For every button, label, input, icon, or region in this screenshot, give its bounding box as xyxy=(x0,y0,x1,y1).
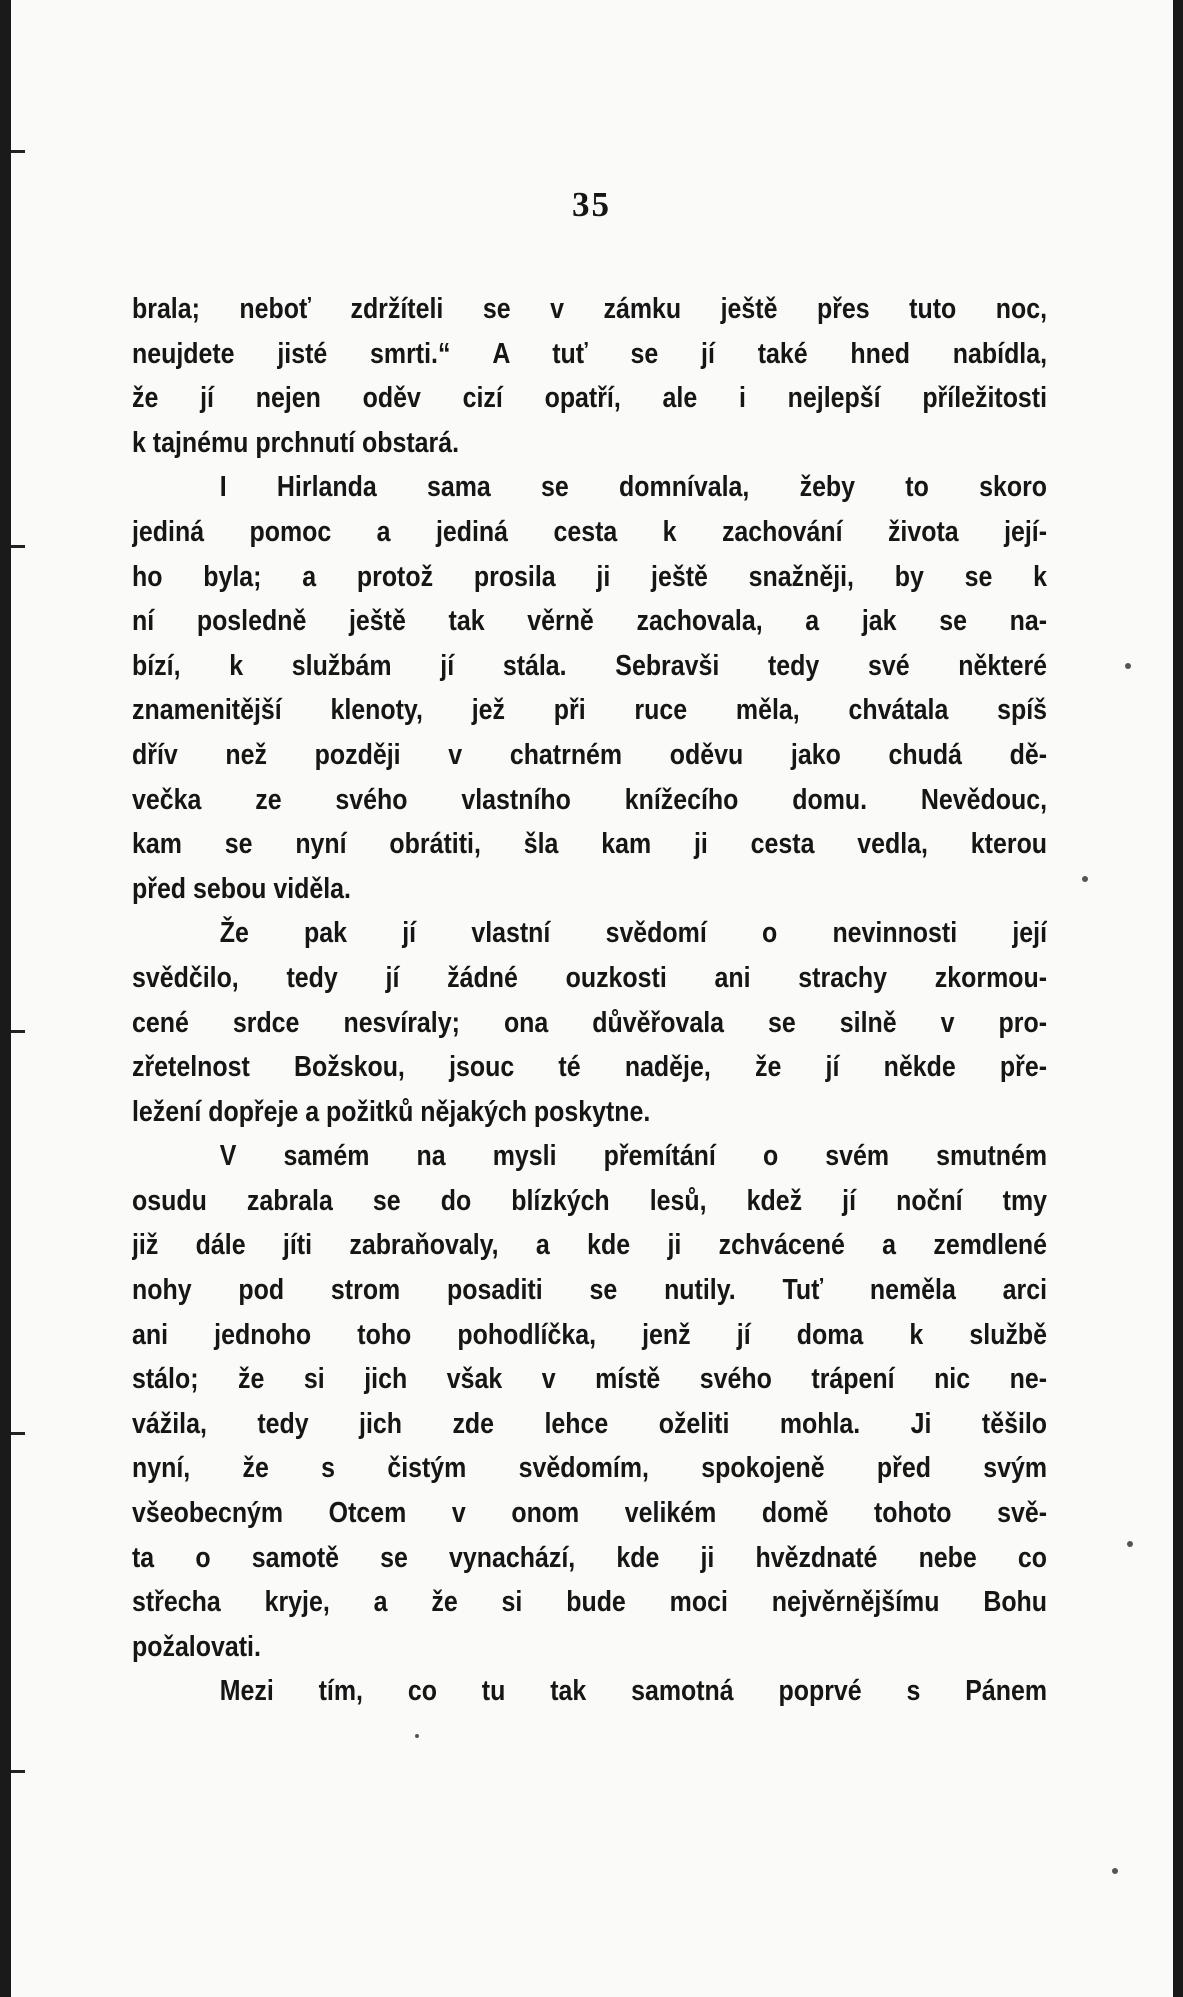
text-line: že jí nejen oděv cizí opatří, ale i nejlepší příležitosti xyxy=(132,382,1048,415)
text-line: dřív než později v chatrném oděvu jako chudá dě- xyxy=(132,738,1048,771)
text-line: I Hirlanda sama se domnívala, žeby to skoro xyxy=(219,471,1048,504)
text-line: stálo; že si jich však v místě svého trápení nic ne- xyxy=(132,1363,1048,1396)
text-line: neujdete jisté smrti.“ A tuť se jí také hned nabídla, xyxy=(132,337,1048,370)
text-line: již dále jíti zabraňovaly, a kde ji zchvácené a zemdlené xyxy=(132,1229,1048,1262)
margin-mark xyxy=(11,1770,25,1773)
text-line: vážila, tedy jich zde lehce oželiti mohla. Ji těšilo xyxy=(132,1407,1048,1440)
paper-speck xyxy=(1127,1541,1133,1547)
text-line: cené srdce nesvíraly; ona důvěřovala se silně v pro- xyxy=(132,1006,1048,1039)
page-number: 35 xyxy=(572,185,611,224)
paper-speck xyxy=(1112,1868,1118,1874)
text-line: osudu zabrala se do blízkých lesů, kdež jí noční tmy xyxy=(132,1184,1048,1217)
text-line: ta o samotě se vynachází, kde ji hvězdnaté nebe co xyxy=(132,1541,1048,1574)
text-line: znamenitější klenoty, jež při ruce měla, chvátala spíš xyxy=(132,694,1048,727)
text-line: V samém na mysli přemítání o svém smutném xyxy=(219,1140,1048,1173)
text-line: požalovati. xyxy=(132,1630,261,1663)
margin-mark xyxy=(11,545,25,548)
text-line: brala; neboť zdržíteli se v zámku ještě přes tuto noc, xyxy=(132,293,1048,325)
text-line: k tajnému prchnutí obstará. xyxy=(132,426,460,459)
text-line: Mezi tím, co tu tak samotná poprvé s Pánem xyxy=(219,1675,1048,1708)
scan-right-edge xyxy=(1173,0,1183,1997)
body-text xyxy=(132,287,1048,1714)
text-line: Že pak jí vlastní svědomí o nevinnosti její xyxy=(219,917,1048,950)
text-line: všeobecným Otcem v onom velikém domě tohoto svě- xyxy=(132,1497,1048,1530)
text-line: zřetelnost Božskou, jsouc té naděje, že jí někde pře- xyxy=(132,1051,1048,1084)
text-line: střecha kryje, a že si bude moci nejvěrnějšímu Bohu xyxy=(132,1586,1048,1619)
paper-speck xyxy=(415,1734,419,1738)
text-line: nyní, že s čistým svědomím, spokojeně před svým xyxy=(132,1452,1048,1485)
text-line: ní posledně ještě tak věrně zachovala, a jak se na- xyxy=(132,605,1048,638)
text-line: večka ze svého vlastního knížecího domu. Nevědouc, xyxy=(132,783,1048,816)
text-line: před sebou viděla. xyxy=(132,872,351,905)
paper-speck xyxy=(1082,876,1088,882)
margin-mark xyxy=(11,150,25,153)
text-line: kam se nyní obrátiti, šla kam ji cesta vedla, kterou xyxy=(132,828,1048,861)
text-line: jediná pomoc a jediná cesta k zachování života její- xyxy=(132,515,1048,548)
margin-mark xyxy=(11,1432,25,1435)
paper-speck xyxy=(1125,663,1131,669)
text-line: ležení dopřeje a požitků nějakých poskytne. xyxy=(132,1095,651,1128)
text-line: ani jednoho toho pohodlíčka, jenž jí doma k službě xyxy=(132,1318,1048,1351)
text-line: ho byla; a protož prosila ji ještě snažněji, by se k xyxy=(132,560,1048,593)
margin-mark xyxy=(11,1030,25,1033)
text-line: svědčilo, tedy jí žádné ouzkosti ani strachy zkormou- xyxy=(132,961,1048,994)
text-line: bízí, k službám jí stála. Sebravši tedy své některé xyxy=(132,649,1048,682)
scan-left-edge xyxy=(0,0,11,1997)
text-line: nohy pod strom posaditi se nutily. Tuť neměla arci xyxy=(132,1274,1048,1307)
